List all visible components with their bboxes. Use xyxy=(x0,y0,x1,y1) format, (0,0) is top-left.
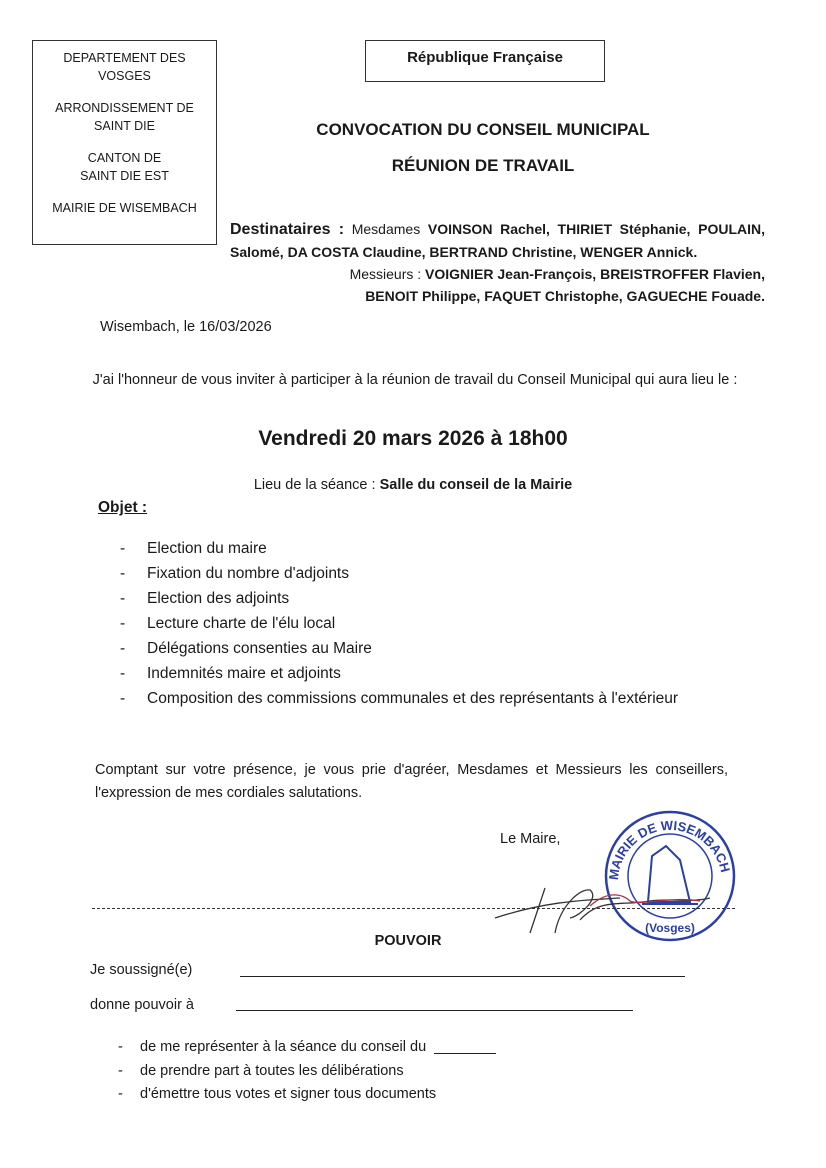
mesdames-label: Mesdames xyxy=(351,221,421,237)
undersigned-label: Je soussigné(e) xyxy=(90,962,193,978)
agenda-item: - Délégations consenties au Maire xyxy=(120,640,372,657)
agenda-item: - Election du maire xyxy=(120,540,267,557)
proxy-title: POUVOIR xyxy=(374,933,442,949)
agenda-item: - Election des adjoints xyxy=(120,590,290,607)
messieurs-list: VOIGNIER Jean-François, BREISTROFFER Flavien, BENOIT Philippe, FAQUET Christophe, GAGUECHE Fouade. xyxy=(365,266,765,304)
agenda-item: - Composition des commissions communales et des représentants à l'extérieur xyxy=(120,690,679,707)
proxy-item: - de prendre part à toutes les délibérations xyxy=(118,1062,404,1079)
agenda-item: - Fixation du nombre d'adjoints xyxy=(120,565,349,582)
stamp xyxy=(606,812,734,940)
cut-line xyxy=(92,908,735,909)
undersigned-field[interactable] xyxy=(240,976,685,977)
agenda-item: - Indemnités maire et adjoints xyxy=(120,665,341,682)
mesdames-list: VOINSON Rachel, THIRIET Stéphanie, POULAIN, Salomé, DA COSTA Claudine, BERTRAND Christine, WENGER Annick. xyxy=(230,221,766,260)
stamp-subtext: (Vosges) xyxy=(645,921,695,935)
recipients-label: Destinataires : xyxy=(230,221,345,238)
gives-proxy-label: donne pouvoir à xyxy=(90,997,194,1013)
republic-label: République Française xyxy=(365,40,605,82)
location-label: Lieu de la séance : xyxy=(253,477,376,493)
proxy-item: - de me représenter à la séance du conseil du xyxy=(118,1036,598,1060)
signatory: Le Maire, xyxy=(500,831,561,847)
mairie: MAIRIE DE WISEMBACH xyxy=(52,201,197,215)
department: DEPARTEMENT DES VOSGES xyxy=(63,51,186,83)
meeting-date: Vendredi 20 mars 2026 à 18h00 xyxy=(258,427,568,450)
signature-and-stamp xyxy=(470,808,745,950)
session-date-field[interactable] xyxy=(434,1036,496,1054)
agenda-item: - Lecture charte de l'élu local xyxy=(120,615,336,632)
stamp-text: MAIRIE DE WISEMBACH xyxy=(605,817,734,881)
arrondissement: ARRONDISSEMENT DE SAINT DIE xyxy=(55,101,194,133)
messieurs-label: Messieurs : xyxy=(349,266,422,282)
invitation-text: J'ai l'honneur de vous inviter à participer à la réunion de travail du Conseil Municipal qui aura lieu le : xyxy=(92,372,738,388)
document-subtitle: RÉUNION DE TRAVAIL xyxy=(391,156,575,175)
closing-text: Comptant sur votre présence, je vous prie d'agréer, Mesdames et Messieurs les conseillers, l'expression de mes cordiales salutations. xyxy=(95,762,728,801)
canton: CANTON DE SAINT DIE EST xyxy=(80,151,169,183)
place-date: Wisembach, le 16/03/2026 xyxy=(100,319,272,335)
location: Salle du conseil de la Mairie xyxy=(379,477,573,493)
agenda-list xyxy=(120,536,730,711)
proxy-item: - d'émettre tous votes et signer tous documents xyxy=(118,1086,437,1102)
document-title: CONVOCATION DU CONSEIL MUNICIPAL xyxy=(316,120,650,139)
object-label: Objet : xyxy=(98,499,148,516)
proxy-recipient-field[interactable] xyxy=(236,1010,633,1011)
administrative-header xyxy=(32,40,217,245)
recipients xyxy=(230,218,765,307)
